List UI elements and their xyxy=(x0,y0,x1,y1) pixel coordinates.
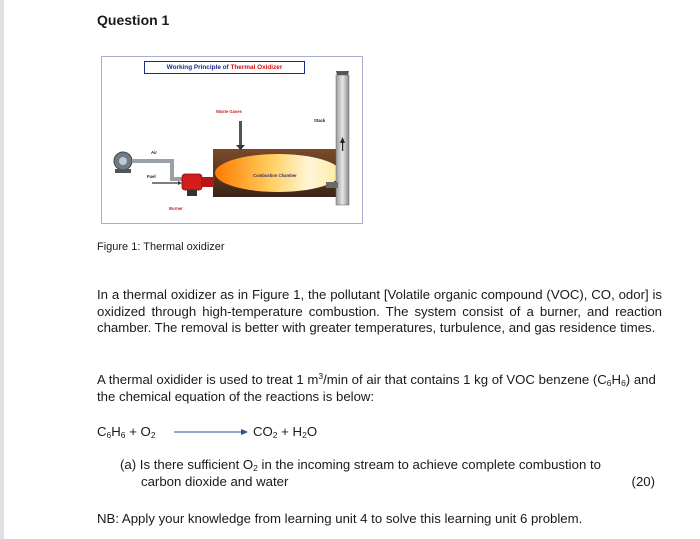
nb-note: NB: Apply your knowledge from learning unit 4 to solve this learning unit 6 problem. xyxy=(97,511,583,526)
figure-caption: Figure 1: Thermal oxidizer xyxy=(97,241,225,253)
burner-stand xyxy=(187,190,197,196)
question-a-line1: (a) Is there sufficient $O_2$ in the incoming stream to achieve complete combustion to xyxy=(120,457,601,473)
paragraph-intro: In a thermal oxidizer as in Figure 1, the pollutant [Volatile organic compound (VOC), CO, odor] is oxidized through high-temperature combustion. The system consist of a burner, and reaction chamber. The removal is better with greater temperatures, turbulence, and gas residence times. xyxy=(97,287,662,335)
question-title: Question 1 xyxy=(97,12,170,28)
label-stack: Stack xyxy=(314,118,326,123)
equation-reactants: $C_6H_6 + O_2$ xyxy=(97,424,156,440)
question-a-line2: carbon dioxide and water (20) xyxy=(141,473,655,489)
air-blower-base xyxy=(115,169,131,173)
air-blower-hub xyxy=(119,157,127,165)
question-a xyxy=(120,457,665,490)
air-duct xyxy=(132,161,182,179)
label-air: Air xyxy=(151,150,157,155)
label-burner: Burner xyxy=(169,206,183,211)
equation-products: $CO_2 + H_2O$ xyxy=(253,424,318,440)
fuel-arrow xyxy=(178,181,182,185)
paragraph-problem: A thermal oxidider is used to treat 1 $m^3/\min$ of air that contains 1 kg of VOC benzene $(C_6H_6)$ and the chemical equation of the reactions is below: xyxy=(97,371,656,404)
thermal-oxidizer-illustration xyxy=(102,57,362,223)
label-combustion-chamber: Combustion Chamber xyxy=(253,173,297,178)
label-fuel: Fuel xyxy=(147,174,156,179)
burner-body xyxy=(182,174,202,190)
figure-banner xyxy=(144,61,305,74)
figure-banner-part1: Working Principle of xyxy=(166,64,229,71)
figure-banner-part2: Thermal Oxidizer xyxy=(230,64,283,71)
label-waste-gases: Waste Gases xyxy=(216,109,242,114)
burner-nozzle xyxy=(202,177,214,187)
figure-thermal-oxidizer xyxy=(101,56,363,224)
chamber-stack-connector xyxy=(326,182,338,188)
stack-arrow-shaft xyxy=(342,143,343,151)
question-a-marks: (20) xyxy=(631,473,655,489)
reaction-arrow-icon xyxy=(174,428,248,436)
page-left-edge xyxy=(0,0,4,539)
stack-cap xyxy=(336,71,349,75)
chemical-equation xyxy=(97,424,497,442)
